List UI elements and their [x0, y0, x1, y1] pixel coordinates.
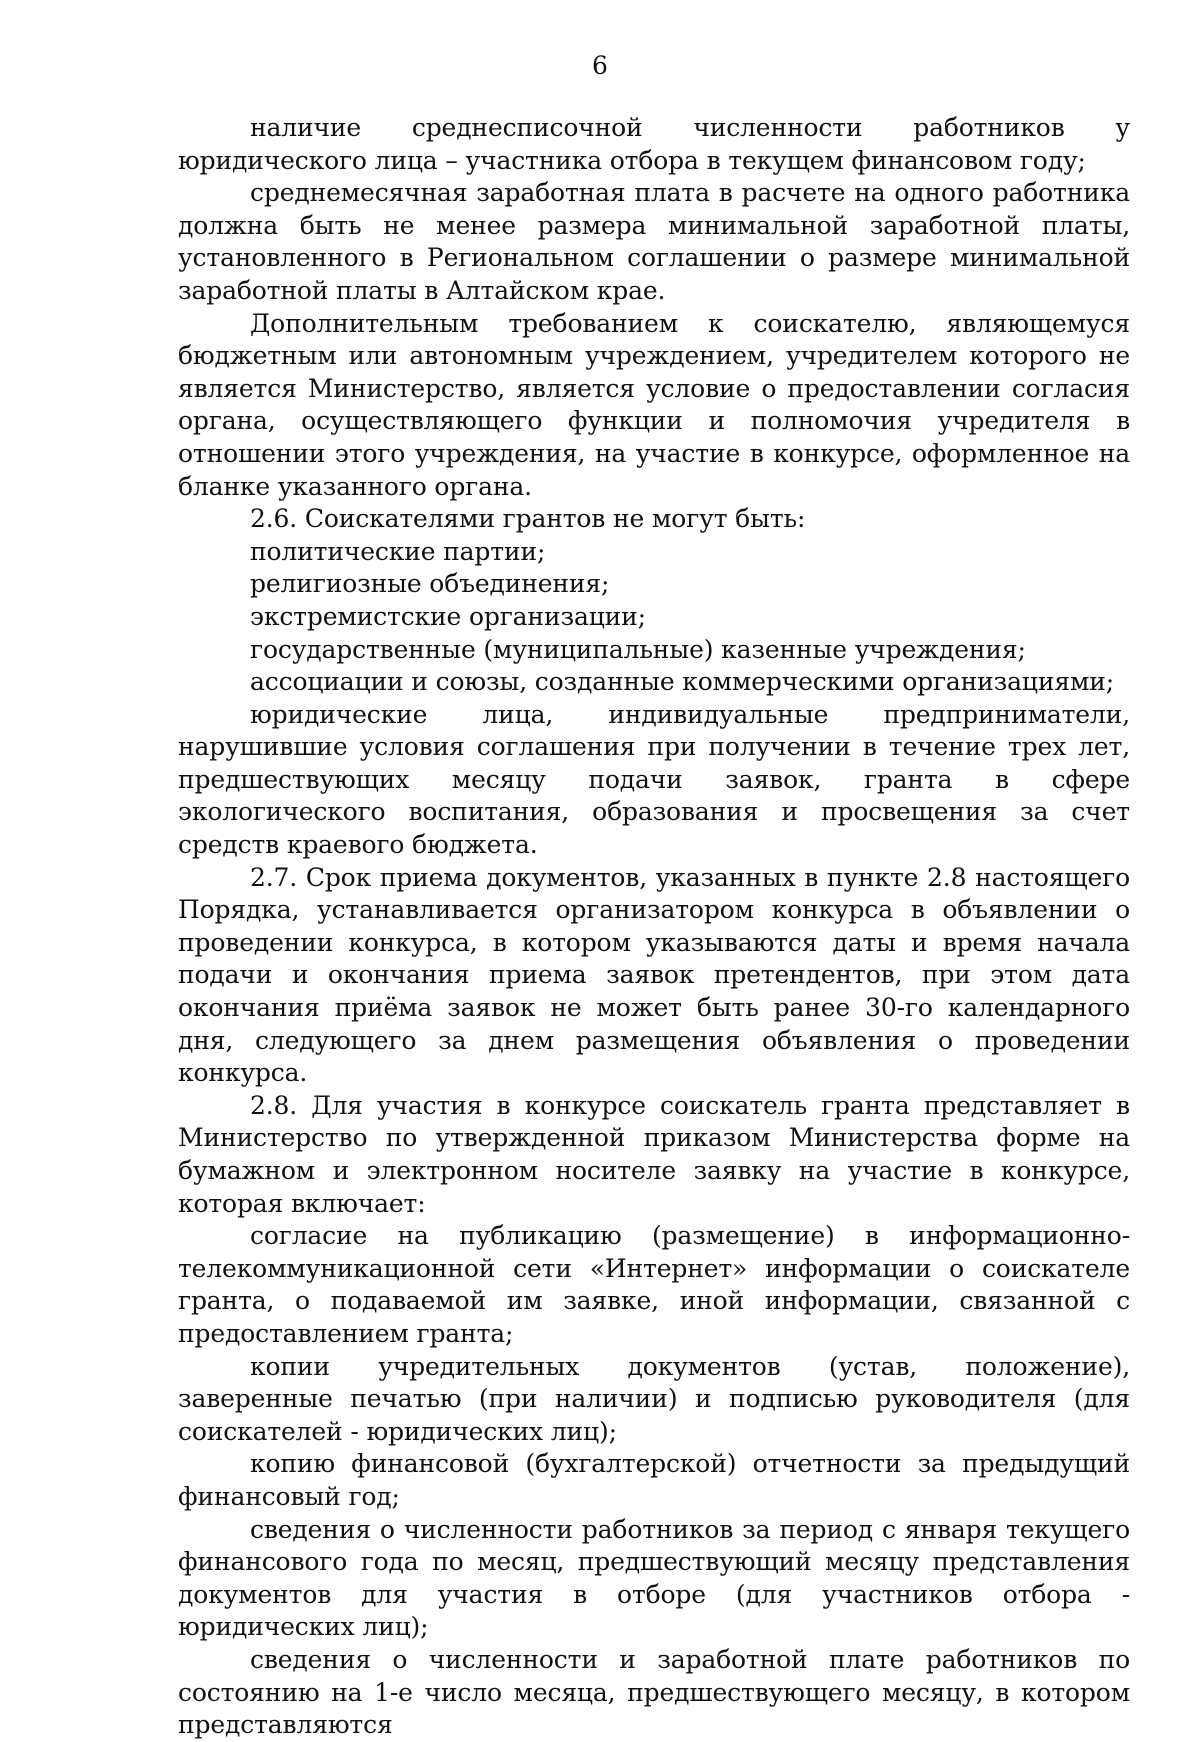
list-item: религиозные объединения; [250, 569, 610, 599]
list-item: копию финансовой (бухгалтерской) отчетности за предыдущий финансовый год; [178, 1449, 1130, 1511]
list-item: сведения о численности и заработной плате работников по состоянию на 1-е число месяца, предшествующего месяцу, в котором представляются [178, 1644, 1130, 1740]
paragraph: 2.7. Срок приема документов, указанных в пункте 2.8 настоящего Порядка, устанавливается организатором конкурса в объявлении о проведении конкурса, в котором указываются даты и время начала подачи и окончания приема заявок претендентов, при этом дата окончания приёма заявок не может быть ранее 30-го календарного дня, следующего за днем размещения объявления о проведении конкурса. [178, 862, 1130, 1088]
list-item: сведения о численности работников за период с января текущего финансового года по месяц, предшествующий месяцу представления документов для участия в отборе (для участников отбора - юридических лиц); [178, 1514, 1130, 1642]
paragraph: 2.6. Соискателями грантов не могут быть: [250, 504, 806, 534]
list-item: политические партии; [250, 536, 546, 566]
paragraph: 2.8. Для участия в конкурсе соискатель гранта представляет в Министерство по утвержденной приказом Министерства форме на бумажном и электронном носителе заявку на участие в конкурсе, которая включает: [178, 1090, 1130, 1218]
paragraph: Дополнительным требованием к соискателю, являющемуся бюджетным или автономным учреждением, учредителем которого не является Министерство, является условие о предоставлении согласия органа, осуществляющего функции и полномочия учредителя в отношении этого учреждения, на участие в конкурсе, оформленное на бланке указанного органа. [178, 308, 1130, 501]
list-item: государственные (муниципальные) казенные учреждения; [250, 634, 1026, 664]
list-item: экстремистские организации; [250, 601, 646, 631]
document-body [178, 112, 1130, 1742]
list-item: ассоциации и союзы, созданные коммерческими организациями; [250, 667, 1115, 697]
list-item: копии учредительных документов (устав, положение), заверенные печатью (при наличии) и подписью руководителя (для соискателей - юридических лиц); [178, 1351, 1130, 1446]
paragraph: среднемесячная заработная плата в расчете на одного работника должна быть не менее размера минимальной заработной платы, установленного в Региональном соглашении о размере минимальной заработной платы в Алтайском крае. [178, 178, 1130, 305]
paragraph: наличие среднесписочной численности работников у юридического лица – участника отбора в текущем финансовом году; [178, 113, 1130, 175]
page-number: 6 [592, 51, 608, 80]
list-item: юридические лица, индивидуальные предприниматели, нарушившие условия соглашения при получении в течение трех лет, предшествующих месяцу подачи заявок, гранта в сфере экологического воспитания, образования и просвещения за счет средств краевого бюджета. [178, 699, 1130, 860]
list-item: согласие на публикацию (размещение) в информационно-телекоммуникационной сети «Интернет» информации о соискателе гранта, о подаваемой им заявке, иной информации, связанной с предоставлением гранта; [178, 1221, 1130, 1348]
